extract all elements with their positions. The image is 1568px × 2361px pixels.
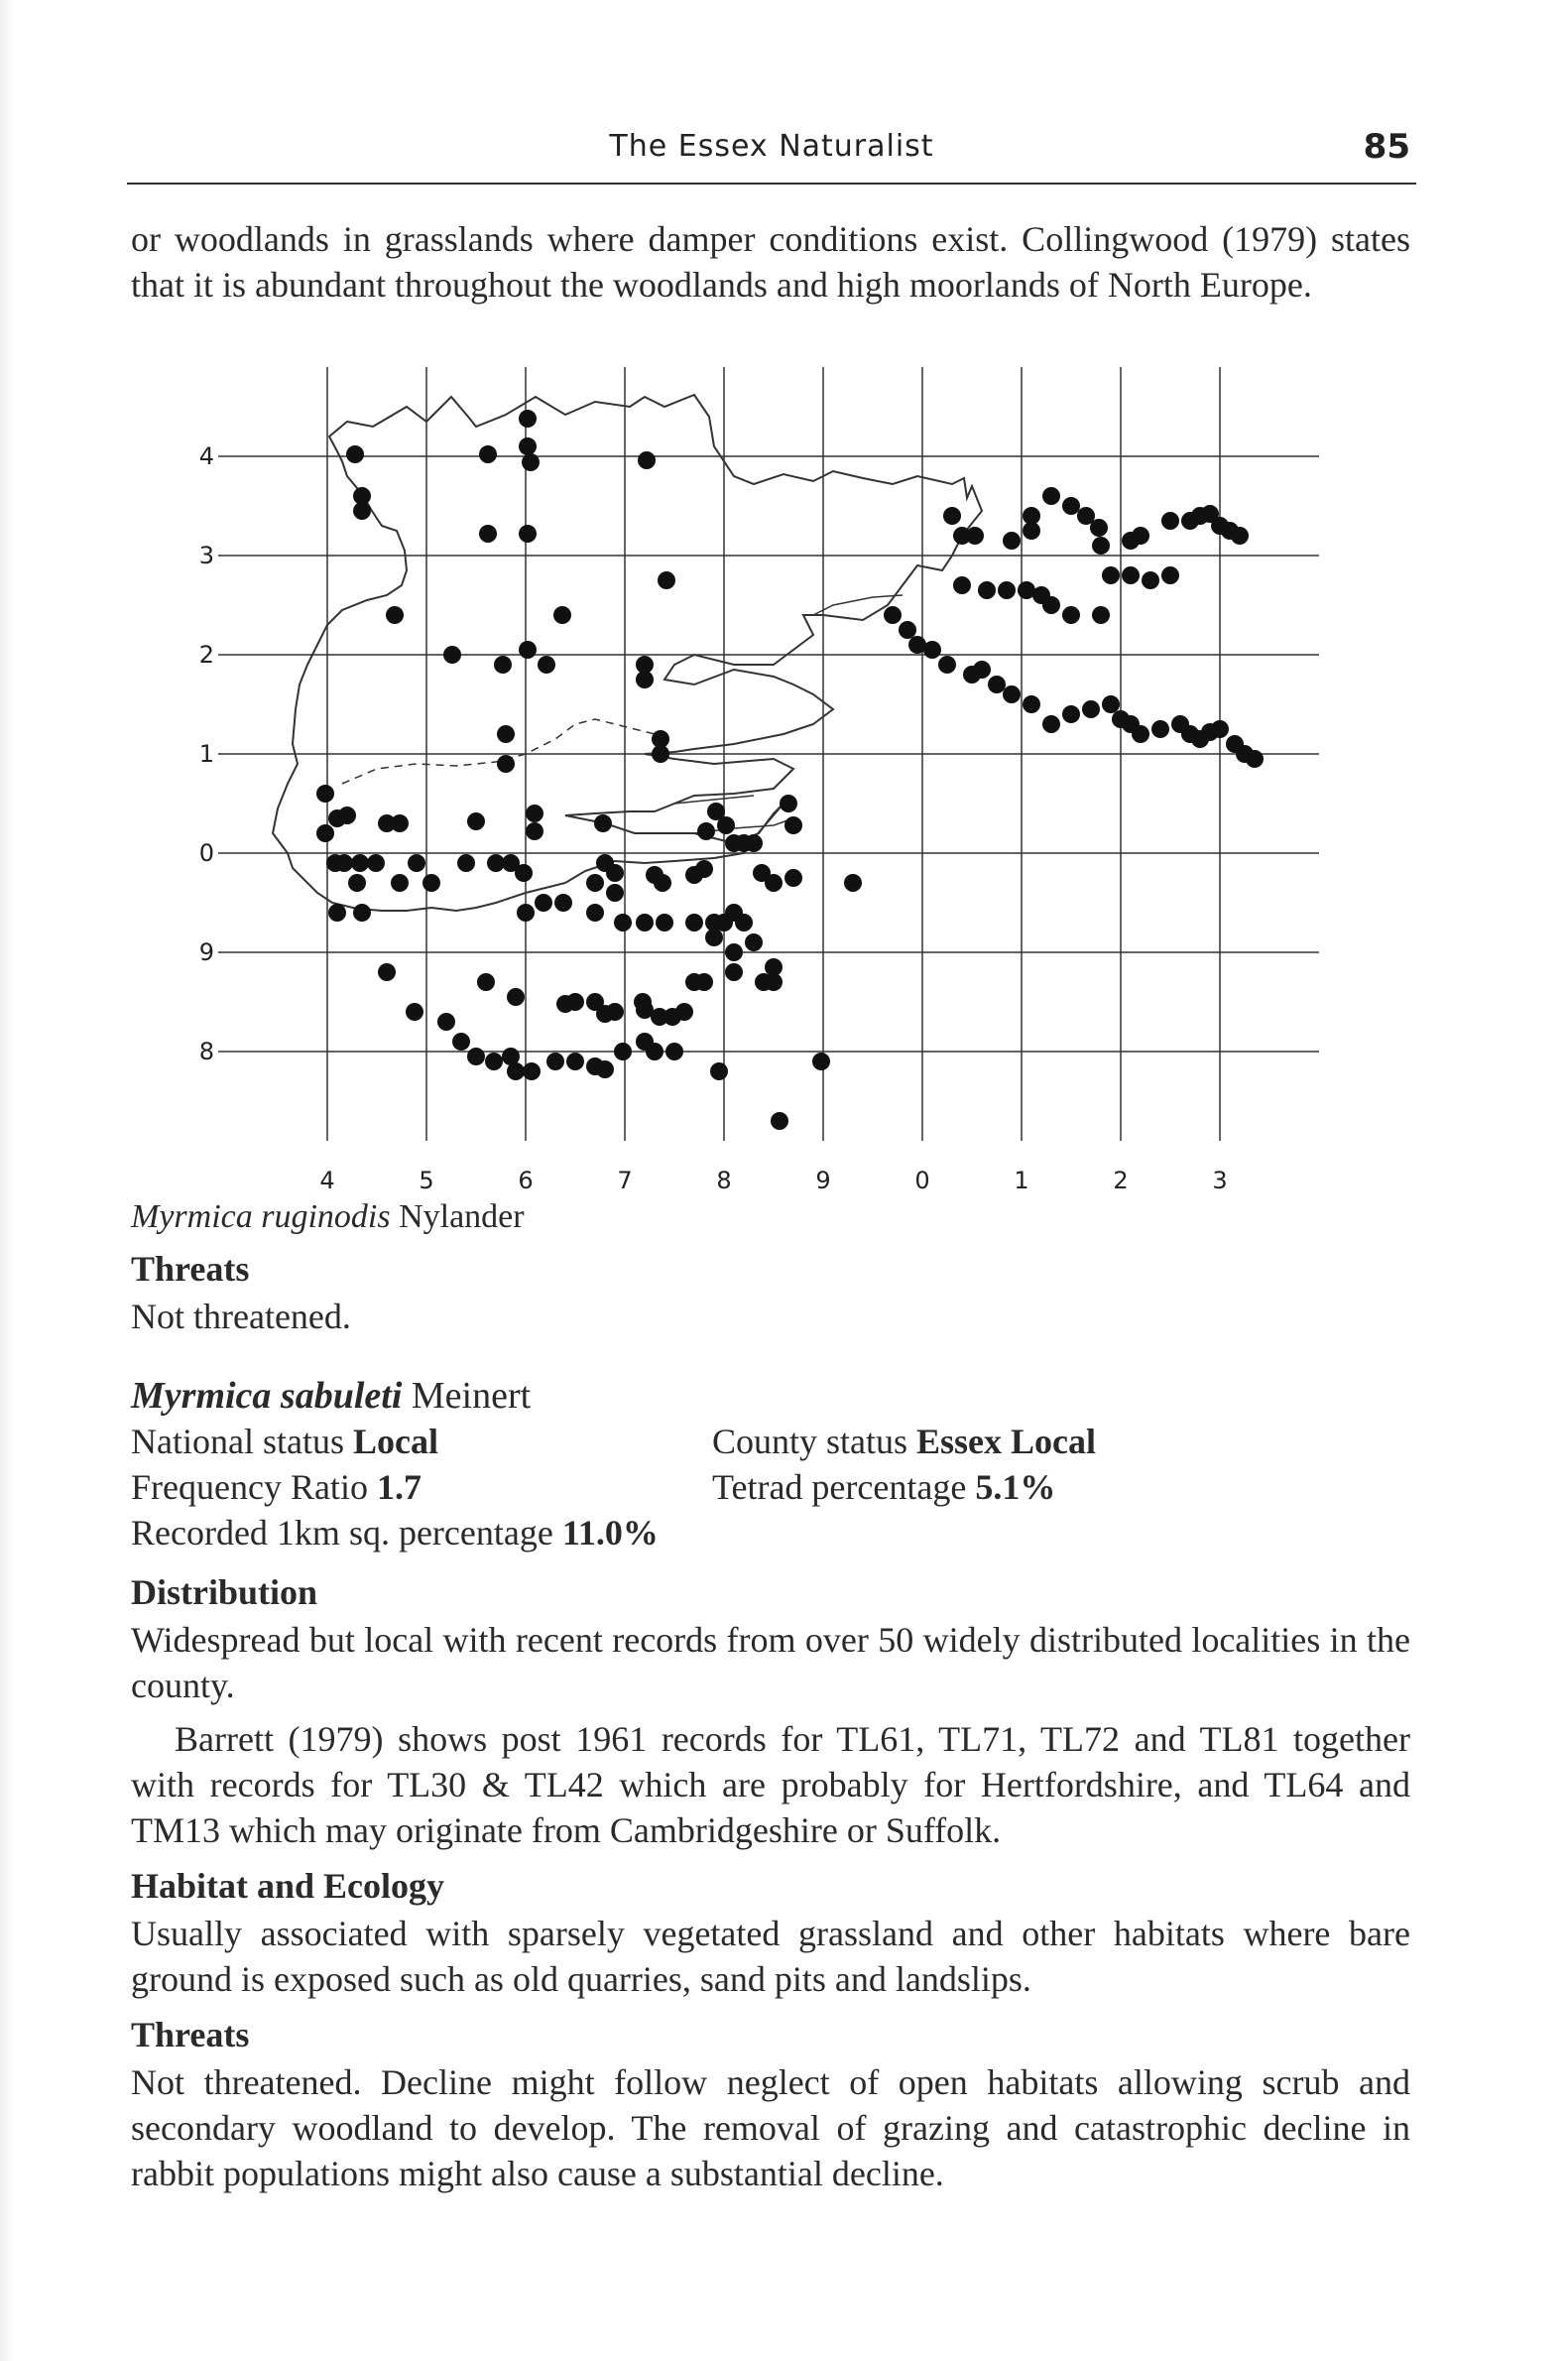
intro-text: or woodlands in grasslands where damper conditions exist. Collingwood (1979) states that it is abundant throughout the woodlands and high moorlands of North Europe. — [131, 219, 1410, 305]
record-dot — [1003, 532, 1021, 550]
record-dot — [443, 646, 461, 664]
y-axis-label: 1 — [198, 740, 214, 768]
y-axis-label: 4 — [198, 442, 214, 470]
record-dot — [978, 581, 996, 599]
tetrad-percentage-value: 5.1% — [975, 1467, 1056, 1507]
record-dot — [705, 929, 723, 946]
distribution-map — [179, 367, 1339, 1220]
record-dot — [966, 527, 984, 545]
record-dot — [614, 1043, 632, 1060]
record-dot — [1132, 527, 1149, 545]
recorded-percentage-value: 11.0% — [561, 1513, 659, 1553]
record-dot — [656, 914, 673, 932]
record-dot — [812, 1053, 830, 1070]
record-dot — [497, 755, 515, 773]
record-dot — [1102, 695, 1120, 713]
species-name: Myrmica sabuleti — [131, 1375, 403, 1417]
record-dot — [408, 854, 425, 872]
record-dot — [755, 973, 773, 991]
record-dot — [386, 606, 404, 624]
x-axis-label: 0 — [914, 1167, 930, 1194]
x-axis-label: 6 — [518, 1167, 534, 1194]
record-dot — [391, 874, 409, 892]
record-dot — [1062, 497, 1080, 515]
national-status-line — [131, 1421, 438, 1462]
recorded-percentage-label: Recorded 1km sq. percentage — [131, 1513, 553, 1553]
record-dot — [1023, 522, 1040, 540]
record-dot — [717, 816, 735, 834]
record-dot — [485, 1053, 503, 1070]
record-dot — [348, 874, 366, 892]
record-dot — [378, 963, 396, 981]
national-status-label: National status — [131, 1422, 344, 1461]
x-axis-label: 3 — [1212, 1167, 1228, 1194]
y-axis-label: 8 — [198, 1038, 214, 1065]
record-dot — [1062, 705, 1080, 723]
record-dot — [745, 834, 763, 852]
record-dot — [515, 864, 533, 882]
species-title — [131, 1374, 531, 1418]
record-dot — [1142, 571, 1159, 589]
threats-text-1: Not threatened. — [131, 1297, 351, 1336]
x-axis-label: 4 — [319, 1167, 335, 1194]
record-dot — [1042, 487, 1060, 505]
record-dot — [594, 814, 612, 832]
x-axis-label: 5 — [419, 1167, 434, 1194]
x-axis-label: 8 — [716, 1167, 732, 1194]
record-dot — [765, 874, 783, 892]
record-dot — [494, 656, 512, 674]
record-dot — [335, 854, 353, 872]
intro-paragraph — [131, 216, 1410, 308]
river-path — [342, 719, 655, 784]
record-dot — [378, 814, 396, 832]
record-dot — [771, 1112, 788, 1130]
record-dot — [1246, 750, 1264, 768]
map-caption — [131, 1198, 525, 1236]
record-dot — [1092, 537, 1110, 555]
record-dot — [522, 453, 540, 471]
record-dot — [566, 1053, 584, 1070]
record-dot — [554, 894, 572, 912]
record-dot — [697, 822, 715, 840]
record-dot — [479, 525, 497, 543]
national-status-value: Local — [352, 1422, 438, 1461]
habitat-paragraph: Usually associated with sparsely vegetated grassland and other habitats where bare ground is exposed such as old quarries, sand pits and landslips. — [131, 1914, 1410, 1999]
record-dot — [586, 874, 604, 892]
record-dot — [636, 671, 654, 688]
record-dot — [923, 641, 941, 659]
caption-species: Myrmica ruginodis — [131, 1198, 391, 1235]
record-dot — [1211, 720, 1229, 738]
record-dot — [735, 914, 753, 932]
threats-section-2 — [131, 2059, 1410, 2196]
record-dot — [497, 725, 515, 743]
record-dot — [784, 816, 802, 834]
record-dot — [665, 1043, 683, 1060]
record-dot — [606, 864, 624, 882]
frequency-ratio-value: 1.7 — [376, 1467, 422, 1507]
record-dot — [1132, 725, 1149, 743]
record-dot — [523, 1062, 541, 1080]
page-header — [127, 119, 1416, 185]
record-dot — [338, 807, 356, 824]
record-dot — [1062, 606, 1080, 624]
record-dot — [316, 785, 334, 803]
distribution-heading: Distribution — [131, 1572, 318, 1612]
record-dot — [1102, 566, 1120, 584]
record-dot — [346, 445, 364, 463]
record-dot — [938, 656, 956, 674]
running-title: The Essex Naturalist — [609, 129, 934, 164]
species-author: Meinert — [411, 1375, 532, 1417]
threats-heading-2: Threats — [131, 2015, 250, 2054]
caption-author: Nylander — [399, 1198, 525, 1235]
record-dot — [353, 502, 371, 520]
x-axis-label: 9 — [815, 1167, 831, 1194]
record-dot — [685, 914, 703, 932]
record-dot — [477, 973, 495, 991]
record-dot — [1042, 715, 1060, 733]
coastline-path — [273, 395, 982, 911]
map-grid — [218, 367, 1319, 1141]
record-dot — [710, 1062, 728, 1080]
record-dot — [884, 606, 902, 624]
x-axis-label: 7 — [617, 1167, 633, 1194]
y-axis-label: 0 — [198, 839, 214, 867]
record-dot — [422, 874, 440, 892]
record-dot — [1023, 695, 1040, 713]
county-status-label: County status — [712, 1422, 908, 1461]
record-dot — [316, 824, 334, 842]
frequency-ratio-line — [131, 1466, 422, 1508]
record-dot — [1092, 606, 1110, 624]
record-dot — [566, 993, 584, 1011]
record-dot — [546, 1053, 564, 1070]
county-status-line — [712, 1421, 1096, 1462]
record-dot — [526, 822, 543, 840]
county-outline — [273, 395, 982, 911]
page-spine-shadow — [0, 0, 14, 2361]
record-dot — [646, 1043, 663, 1060]
record-dot — [765, 958, 783, 976]
record-dot — [654, 874, 671, 892]
tetrad-percentage-line — [712, 1466, 1055, 1508]
record-dot — [725, 963, 743, 981]
record-dot — [725, 943, 743, 961]
record-dot — [1151, 720, 1169, 738]
recorded-percentage-line — [131, 1512, 659, 1553]
record-dot — [507, 1062, 525, 1080]
record-dot — [328, 904, 346, 922]
y-axis-label: 3 — [198, 542, 214, 569]
record-dot — [467, 812, 485, 830]
frequency-ratio-label: Frequency Ratio — [131, 1467, 368, 1507]
record-dot — [586, 904, 604, 922]
habitat-section — [131, 1911, 1410, 2002]
record-dot — [638, 451, 656, 469]
record-dot — [517, 904, 535, 922]
record-dot — [519, 410, 537, 428]
record-dot — [467, 1048, 485, 1065]
record-dot — [988, 676, 1006, 693]
record-dot — [351, 854, 369, 872]
record-dot — [553, 606, 571, 624]
record-dot — [844, 874, 862, 892]
record-dot — [784, 869, 802, 887]
x-axis-label: 1 — [1014, 1167, 1029, 1194]
distribution-map-svg — [179, 367, 1339, 1220]
record-dot — [1161, 512, 1179, 530]
record-dot — [953, 576, 971, 594]
record-dot — [606, 1003, 624, 1021]
county-status-value: Essex Local — [916, 1422, 1097, 1461]
record-dot — [899, 621, 916, 639]
record-dot — [1231, 527, 1249, 545]
record-dot — [479, 445, 497, 463]
record-dot — [406, 1003, 423, 1021]
record-dot — [943, 507, 961, 525]
record-dot — [998, 581, 1016, 599]
record-dot — [1161, 566, 1179, 584]
y-axis-label: 2 — [198, 641, 214, 669]
record-dot — [652, 745, 669, 763]
record-dot — [606, 884, 624, 902]
threats-paragraph-2: Not threatened. Decline might follow neglect of open habitats allowing scrub and secondary woodland to develop. The removal of grazing and catastrophic decline in rabbit populations might also cause a substantial decline. — [131, 2062, 1410, 2193]
record-dot — [535, 894, 552, 912]
record-dot — [596, 1060, 614, 1078]
record-dot — [519, 525, 537, 543]
record-dot — [636, 914, 654, 932]
x-axis-label: 2 — [1113, 1167, 1129, 1194]
record-dot — [452, 1033, 470, 1051]
record-dot — [745, 933, 763, 951]
record-dot — [519, 437, 537, 455]
record-dot — [507, 988, 525, 1006]
record-dot — [353, 904, 371, 922]
record-dot — [658, 571, 675, 589]
record-dot — [973, 661, 991, 679]
distribution-section — [131, 1617, 1410, 1853]
record-dot — [1122, 566, 1140, 584]
threats-heading-1: Threats — [131, 1249, 250, 1289]
record-dot — [780, 795, 797, 812]
record-dot — [437, 1013, 455, 1031]
record-dot — [526, 805, 543, 822]
record-dot — [695, 973, 713, 991]
distribution-paragraph-2: Barrett (1979) shows post 1961 records for TL61, TL71, TL72 and TL81 together with records for TL30 & TL42 which are probably for Hertfordshire, and TL64 and TM13 which may originate from Cambridgeshire or Suffolk. — [131, 1719, 1410, 1850]
page-number: 85 — [1363, 127, 1410, 167]
record-dot — [614, 914, 632, 932]
record-dot — [1082, 700, 1100, 718]
record-dot — [1042, 596, 1060, 614]
record-dot — [457, 854, 475, 872]
record-dot — [675, 1003, 693, 1021]
record-dot — [519, 641, 537, 659]
record-dot — [538, 656, 555, 674]
record-dot — [1090, 519, 1108, 537]
record-dot — [367, 854, 385, 872]
habitat-heading: Habitat and Ecology — [131, 1866, 445, 1906]
record-dot — [1003, 685, 1021, 703]
y-axis-label: 9 — [198, 938, 214, 966]
distribution-paragraph-1: Widespread but local with recent records from over 50 widely distributed localities in the county. — [131, 1620, 1410, 1705]
tetrad-percentage-label: Tetrad percentage — [712, 1467, 967, 1507]
record-dot — [695, 860, 713, 878]
